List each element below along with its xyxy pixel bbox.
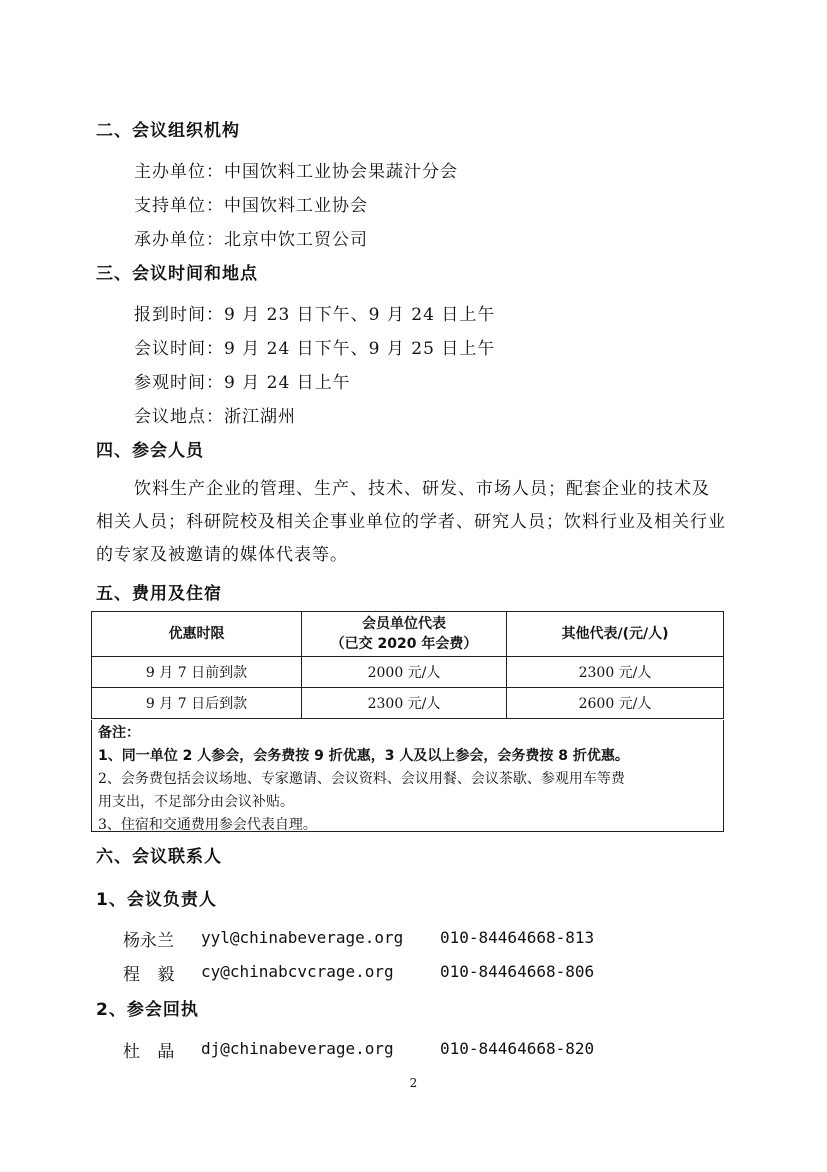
table-row <box>92 688 724 719</box>
header-member-rep-line1: 会员单位代表 <box>362 616 446 632</box>
contact-name: 程 毅 <box>123 965 181 985</box>
meeting-time-line: 会议时间：9 月 24 日下午、9 月 25 日上午 <box>134 339 496 359</box>
section-heading-time-place: 三、会议时间和地点 <box>96 264 258 284</box>
contact-phone: 010-84464668-813 <box>440 928 595 947</box>
page-number: 2 <box>409 1076 418 1090</box>
supporter-line: 支持单位：中国饮料工业协会 <box>134 196 368 216</box>
contact-phone: 010-84464668-820 <box>440 1039 595 1058</box>
note-discount: 1、同一单位 2 人参会，会务费按 9 折优惠，3 人及以上参会，会务费按 8 折优惠。 <box>98 748 629 764</box>
table-row <box>92 657 724 688</box>
notes-title: 备注： <box>98 725 140 741</box>
venue-line: 会议地点：浙江湖州 <box>134 407 296 427</box>
row1-other-fee: 2300 元/人 <box>507 657 724 688</box>
note-fee-coverage-cont: 用支出，不足部分由会议补贴。 <box>98 794 294 810</box>
note-fee-coverage: 2、会务费包括会议场地、专家邀请、会议资料、会议用餐、会议茶歇、参观用车等费 <box>98 771 625 787</box>
header-member-rep <box>302 612 507 657</box>
row2-other-fee: 2600 元/人 <box>507 688 724 719</box>
fee-table <box>91 611 724 719</box>
header-deadline: 优惠时限 <box>92 612 302 657</box>
fee-table-header-row <box>92 612 724 657</box>
section-heading-fees: 五、费用及住宿 <box>96 584 222 604</box>
contact-email[interactable]: yyl@chinabeverage.org <box>201 928 404 947</box>
row2-deadline: 9 月 7 日后到款 <box>92 688 302 719</box>
organizer-line: 主办单位：中国饮料工业协会果蔬汁分会 <box>134 162 458 182</box>
section-heading-attendees: 四、参会人员 <box>96 441 204 461</box>
fee-notes <box>91 720 724 832</box>
host-line: 承办单位：北京中饮工贸公司 <box>134 230 368 250</box>
header-other-rep: 其他代表/(元/人) <box>507 612 724 657</box>
contact-email[interactable]: cy@chinabcvcrage.org <box>201 962 394 981</box>
contact-name: 杜 晶 <box>123 1042 181 1062</box>
row1-member-fee: 2000 元/人 <box>302 657 507 688</box>
row1-deadline: 9 月 7 日前到款 <box>92 657 302 688</box>
section-heading-organization: 二、会议组织机构 <box>96 121 240 141</box>
checkin-time-line: 报到时间：9 月 23 日下午、9 月 24 日上午 <box>134 305 496 325</box>
contact-name: 杨永兰 <box>123 931 174 951</box>
visit-time-line: 参观时间：9 月 24 日上午 <box>134 373 351 393</box>
attendees-paragraph: 饮料生产企业的管理、生产、技术、研发、市场人员；配套企业的技术及相关人员；科研院校及相关企事业单位的学者、研究人员；饮料行业及相关行业的专家及被邀请的媒体代表等。 <box>96 479 726 565</box>
note-lodging: 3、住宿和交通费用参会代表自理。 <box>98 817 317 833</box>
row2-member-fee: 2300 元/人 <box>302 688 507 719</box>
subheading-receipt: 2、参会回执 <box>96 1000 199 1020</box>
subheading-leads: 1、会议负责人 <box>96 890 217 910</box>
header-member-rep-line2: （已交 2020 年会费） <box>330 636 478 652</box>
contact-phone: 010-84464668-806 <box>440 962 595 981</box>
contact-email[interactable]: dj@chinabeverage.org <box>201 1039 394 1058</box>
section-heading-contacts: 六、会议联系人 <box>96 847 222 867</box>
